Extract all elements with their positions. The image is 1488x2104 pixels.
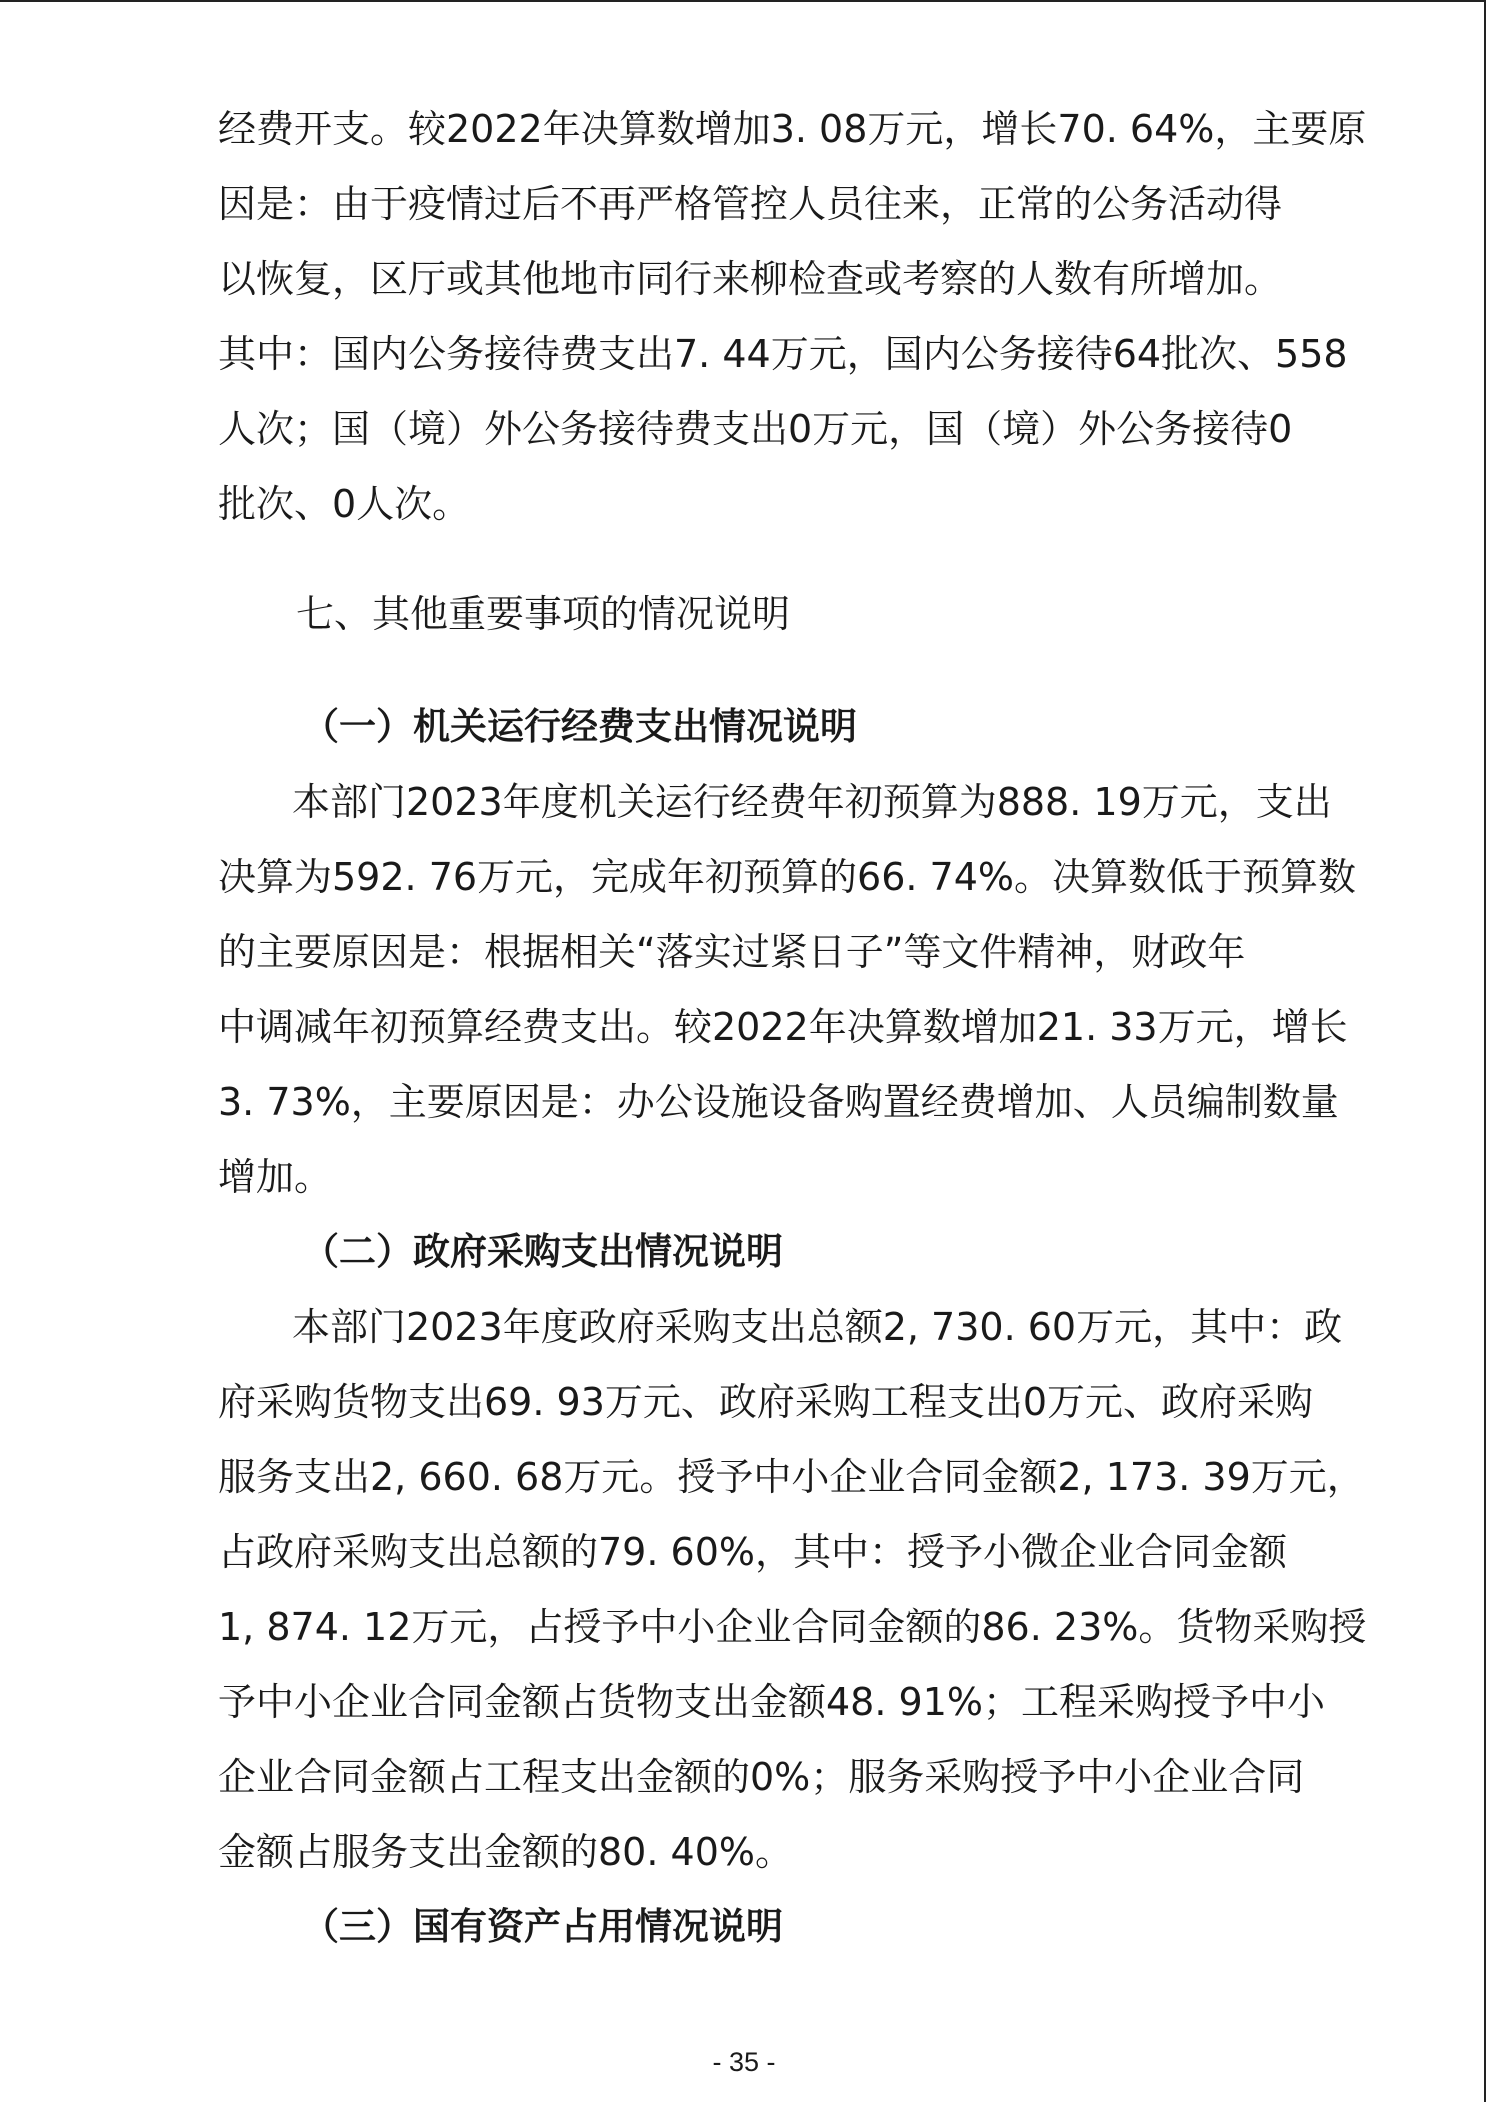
paragraph-line: 企业合同金额占工程支出金额的0%；服务采购授予中小企业合同 — [218, 1755, 1305, 1799]
paragraph-line: 批次、0人次。 — [218, 482, 471, 526]
paragraph-line: 3. 73%，主要原因是：办公设施设备购置经费增加、人员编制数量 — [218, 1080, 1339, 1124]
subsection-heading: （三）国有资产占用情况说明 — [302, 1905, 783, 1948]
subsection-heading: （一）机关运行经费支出情况说明 — [302, 705, 857, 748]
paragraph-line: 本部门2023年度机关运行经费年初预算为888. 19万元，支出 — [292, 780, 1332, 824]
section-heading: 七、其他重要事项的情况说明 — [296, 592, 791, 636]
paragraph-line: 其中：国内公务接待费支出7. 44万元，国内公务接待64批次、558 — [218, 332, 1348, 376]
paragraph-line: 本部门2023年度政府采购支出总额2, 730. 60万元，其中：政 — [292, 1305, 1343, 1349]
paragraph-line: 中调减年初预算经费支出。较2022年决算数增加21. 33万元，增长 — [218, 1005, 1348, 1049]
paragraph-line: 府采购货物支出69. 93万元、政府采购工程支出0万元、政府采购 — [218, 1380, 1314, 1424]
paragraph-line: 以恢复，区厅或其他地市同行来柳检查或考察的人数有所增加。 — [218, 257, 1283, 301]
paragraph-line: 1, 874. 12万元，占授予中小企业合同金额的86. 23%。货物采购授 — [218, 1605, 1367, 1649]
paragraph-line: 因是：由于疫情过后不再严格管控人员往来，正常的公务活动得 — [218, 182, 1283, 226]
paragraph-line: 占政府采购支出总额的79. 60%，其中：授予小微企业合同金额 — [218, 1530, 1287, 1574]
paragraph-line: 服务支出2, 660. 68万元。授予中小企业合同金额2, 173. 39万元， — [218, 1455, 1365, 1499]
paragraph-line: 决算为592. 76万元，完成年初预算的66. 74%。决算数低于预算数 — [218, 855, 1357, 899]
subsection-heading: （二）政府采购支出情况说明 — [302, 1230, 783, 1273]
page-number: - 35 - — [712, 2047, 776, 2077]
paragraph-line: 予中小企业合同金额占货物支出金额48. 91%；工程采购授予中小 — [218, 1680, 1325, 1724]
paragraph-line: 经费开支。较2022年决算数增加3. 08万元，增长70. 64%，主要原 — [218, 107, 1367, 151]
paragraph-line: 人次；国（境）外公务接待费支出0万元，国（境）外公务接待0 — [218, 407, 1293, 451]
paragraph-line: 的主要原因是：根据相关“落实过紧日子”等文件精神，财政年 — [218, 930, 1246, 974]
paragraph-line: 金额占服务支出金额的80. 40%。 — [218, 1830, 793, 1874]
paragraph-line: 增加。 — [218, 1155, 333, 1199]
